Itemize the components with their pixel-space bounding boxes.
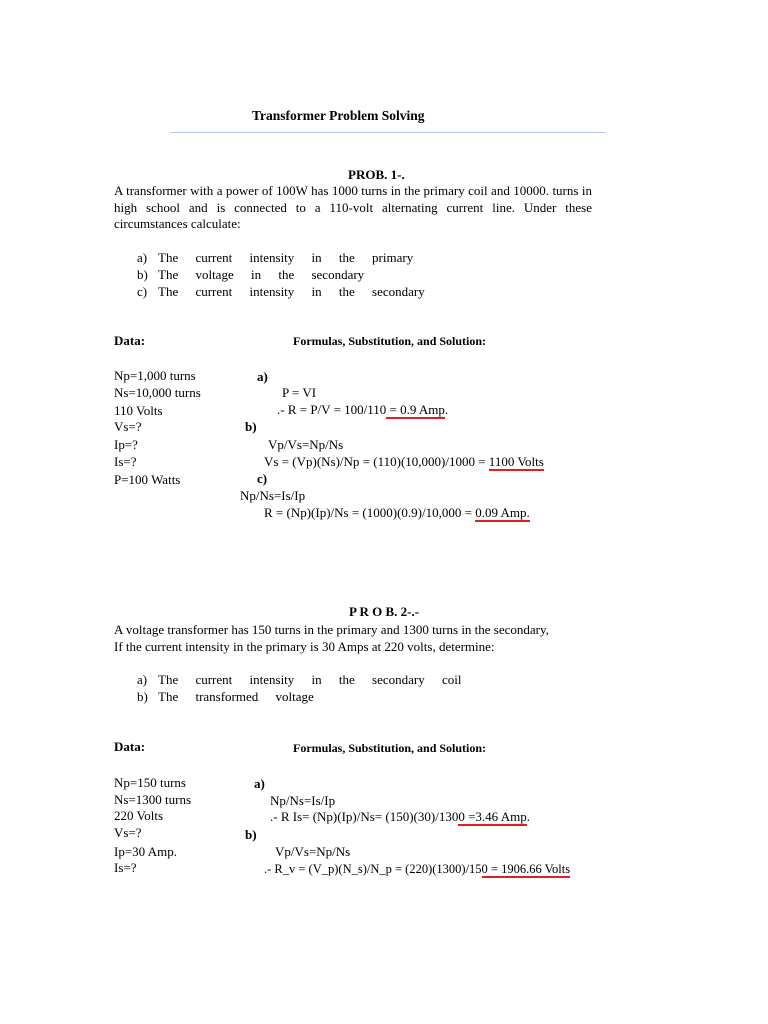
data-item: Np=1,000 turns — [114, 368, 196, 383]
list-item-text: The transformed voltage — [158, 689, 314, 704]
data-item: Np=150 turns — [114, 775, 186, 790]
data-item: 110 Volts — [114, 403, 163, 418]
data-item: Vs=? — [114, 825, 142, 840]
problem-2-statement-line-2: If the current intensity in the primary is 30 Amps at 220 volts, determine: — [114, 639, 495, 654]
data-item: 220 Volts — [114, 808, 164, 823]
list-item-label: a) — [137, 250, 148, 265]
calc-text: .- R_v = (V_p)(N_s)/N_p = (220)(1300)/15 — [264, 862, 482, 876]
problem-1-heading: PROB. 1-. — [348, 167, 405, 182]
data-item: P=100 Watts — [114, 472, 181, 487]
list-item-label: a) — [137, 672, 148, 687]
calc-text: .- R Is= (Np)(Ip)/Ns= (150)(30)/130 — [270, 809, 459, 824]
data-item: Is=? — [114, 454, 137, 469]
solution-b-label: b) — [245, 419, 257, 434]
problem-2-data-label: Data: — [114, 739, 146, 754]
list-item-text: The current intensity in the secondary coil — [158, 672, 462, 687]
problem-1-data-label: Data: — [114, 333, 146, 348]
calc-result: 1100 Volts — [488, 454, 544, 469]
solution-c-calculation — [264, 505, 530, 521]
list-item-text: The current intensity in the primary — [158, 250, 414, 265]
data-item: Ns=10,000 turns — [114, 385, 201, 400]
data-item: Ns=1300 turns — [114, 792, 192, 807]
calc-result: = 0.9 Amp — [386, 402, 445, 417]
solution-b-label: b) — [245, 827, 257, 842]
calc-text: .- R = P/V = 100/110 — [277, 402, 387, 417]
problem-2-formulas-label: Formulas, Substitution, and Solution: — [293, 741, 487, 755]
title-divider — [170, 132, 606, 133]
solution-a-label: a) — [254, 776, 265, 791]
solution-a-label: a) — [257, 369, 268, 384]
solution-a-formula: P = VI — [282, 385, 317, 400]
calc-result: 0 =3.46 Amp — [458, 809, 527, 824]
list-item-text: The current intensity in the secondary — [158, 284, 425, 299]
calc-text: R = (Np)(Ip)/Ns = (1000)(0.9)/10,000 = — [264, 505, 476, 520]
solution-b-formula: Vp/Vs=Np/Ns — [268, 437, 344, 452]
data-item: Is=? — [114, 860, 137, 875]
solution-a-calculation — [270, 809, 530, 825]
document-title: Transformer Problem Solving — [252, 108, 425, 123]
solution-b-formula: Vp/Vs=Np/Ns — [275, 844, 351, 859]
data-item: Vs=? — [114, 419, 142, 434]
solution-c-label: c) — [257, 471, 268, 486]
problem-2-statement-line-1: A voltage transformer has 150 turns in the primary and 1300 turns in the secondary, — [114, 622, 549, 637]
solution-b-calculation — [264, 861, 570, 877]
list-item-label: c) — [137, 284, 148, 299]
list-item-label: b) — [137, 689, 148, 704]
data-item: Ip=30 Amp. — [114, 844, 177, 859]
calc-result: 0.09 Amp. — [475, 505, 530, 520]
solution-a-formula: Np/Ns=Is/Ip — [270, 793, 336, 808]
calc-text: . — [526, 809, 530, 824]
solution-c-formula: Np/Ns=Is/Ip — [240, 488, 306, 503]
calc-text: . — [444, 402, 449, 417]
problem-1-statement: A transformer with a power of 100W has 1000 turns in the primary coil and 10000. turns in high school and is connected to a 110-volt alternating current line. Under these circumstances calculate: — [114, 183, 592, 231]
calc-text: Vs = (Vp)(Ns)/Np = (110)(10,000)/1000 = — [264, 454, 489, 469]
solution-a-calculation — [277, 402, 448, 418]
list-item-text: The voltage in the secondary — [158, 267, 365, 282]
problem-1-formulas-label: Formulas, Substitution, and Solution: — [293, 334, 487, 348]
problem-2-heading: P R O B. 2-.- — [349, 604, 420, 619]
data-item: Ip=? — [114, 437, 138, 452]
list-item-label: b) — [137, 267, 148, 282]
solution-b-calculation — [264, 454, 544, 470]
calc-result: 0 = 1906.66 Volts — [481, 862, 571, 876]
